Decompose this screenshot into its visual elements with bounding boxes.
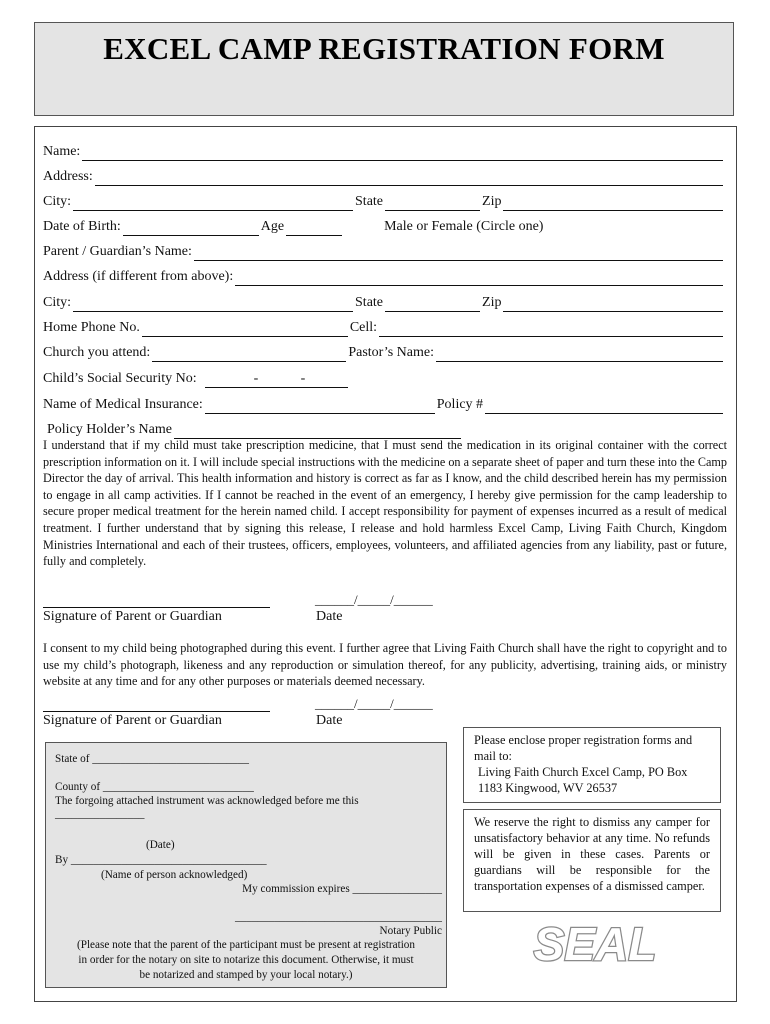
city-label: City:: [43, 194, 72, 209]
city2-field[interactable]: [73, 294, 353, 312]
liability-release-text: I understand that if my child must take prescription medicine, that I must send the medication in its original container with the correct prescription information on it. I will include special instructions with the medicine on a separate sheet of paper and turn these into the Camp Director the day of arrival. This health information and history is correct as far as I know, and the child described herein has my permission to engage in all camp activities. If I cannot be reached in the event of an emergency, I hereby give permission for the camp leadership to secure proper medical treatment for the herein named child. I accept responsibility for payment of expenses incurred as a result of medical treatment. I further understand that by signing this release, I release and hold harmless Excel Camp, Living Faith Church, Kingdom Ministries International and each of their trustees, officers, employees, volunteers, and affiliated agencies from any liability, past or future, fully and completely.: [43, 438, 727, 569]
ssn-separator-2: -: [300, 371, 306, 386]
notary-county[interactable]: County of ___________________________: [55, 781, 254, 793]
address-row: [43, 164, 725, 186]
pastor-field[interactable]: [436, 344, 723, 362]
guardian-address-field[interactable]: [235, 268, 723, 286]
state2-label: State: [355, 295, 384, 310]
ssn-field[interactable]: [205, 370, 348, 388]
mailing-address: Living Faith Church Excel Camp, PO Box 1183 Kingwood, WV 26537: [478, 765, 688, 795]
guardian-signature-line-1[interactable]: [43, 607, 270, 608]
notary-note-line-3: be notarized and stamped by your local notary.): [139, 969, 353, 981]
signature-label-1: Signature of Parent or Guardian: [43, 609, 222, 624]
name-field[interactable]: [82, 143, 723, 161]
dismissal-policy-box: [463, 809, 721, 912]
zip2-label: Zip: [482, 295, 502, 310]
church-field[interactable]: [152, 344, 346, 362]
pastor-label: Pastor’s Name:: [348, 345, 434, 360]
guardian-signature-line-2[interactable]: [43, 711, 270, 712]
notary-signature-blank[interactable]: _____________________________________: [235, 911, 442, 923]
form-title: EXCEL CAMP REGISTRATION FORM: [103, 31, 665, 66]
notary-note-line-1: (Please note that the parent of the participant must be present at registration: [77, 939, 415, 951]
insurance-field[interactable]: [205, 396, 435, 414]
state-label: State: [355, 194, 384, 209]
city2-label: City:: [43, 295, 72, 310]
phone-row: [43, 315, 725, 337]
age-field[interactable]: [286, 218, 342, 236]
dob-field[interactable]: [123, 218, 259, 236]
city-row: [43, 189, 725, 211]
insurance-row: [43, 392, 725, 414]
notary-state[interactable]: State of ____________________________: [55, 753, 249, 765]
guardian-address-label: Address (if different from above):: [43, 269, 234, 284]
notary-box: [45, 742, 447, 988]
gender-label[interactable]: Male or Female (Circle one): [384, 219, 544, 234]
date-label-1: Date: [316, 609, 343, 624]
notary-by-field[interactable]: By ___________________________________: [55, 854, 267, 866]
notary-public-label: Notary Public: [379, 925, 442, 937]
zip-label: Zip: [482, 194, 502, 209]
policy-number-label: Policy #: [436, 397, 484, 412]
state2-field[interactable]: [385, 294, 480, 312]
notary-person-caption: (Name of person acknowledged): [101, 869, 248, 881]
policy-holder-row: [43, 417, 463, 439]
notary-commission[interactable]: My commission expires ________________: [242, 883, 442, 895]
zip-field[interactable]: [503, 193, 723, 211]
guardian-name-row: [43, 239, 725, 261]
date-field-1[interactable]: ______/_____/______: [315, 592, 433, 607]
signature-label-2: Signature of Parent or Guardian: [43, 713, 222, 728]
home-phone-label: Home Phone No.: [43, 320, 140, 335]
city-field[interactable]: [73, 193, 353, 211]
date-field-2[interactable]: ______/_____/______: [315, 696, 433, 711]
address-field[interactable]: [95, 168, 723, 186]
cell-label: Cell:: [349, 320, 378, 335]
ssn-separator-1: -: [253, 371, 259, 386]
guardian-name-label: Parent / Guardian’s Name:: [43, 244, 192, 259]
name-label: Name:: [43, 144, 81, 159]
address-label: Address:: [43, 169, 93, 184]
policy-number-field[interactable]: [485, 396, 723, 414]
cell-field[interactable]: [379, 319, 723, 337]
state-field[interactable]: [385, 193, 480, 211]
policy-holder-label: Policy Holder’s Name: [47, 422, 172, 437]
dob-label: Date of Birth:: [43, 219, 121, 234]
mailing-info-box: [463, 727, 721, 803]
name-row: [43, 139, 725, 161]
notary-acknowledged: The forgoing attached instrument was acknowledged before me this: [55, 795, 359, 807]
home-phone-field[interactable]: [142, 319, 348, 337]
mailing-info-intro: Please enclose proper registration forms and mail to:: [474, 733, 693, 763]
dismissal-policy-text: We reserve the right to dismiss any camper for unsatisfactory behavior at any time. No refunds will be given in these cases. Parents or guardians will be responsible for the transportation expenses of a dismissed camper.: [474, 815, 710, 893]
date-label-2: Date: [316, 713, 343, 728]
notary-date-blank[interactable]: ________________: [55, 808, 145, 820]
insurance-label: Name of Medical Insurance:: [43, 397, 203, 412]
seal-stamp-graphic: [530, 912, 660, 974]
title-banner: [34, 22, 734, 116]
notary-date-caption: (Date): [146, 839, 175, 851]
dob-row: [43, 214, 725, 236]
city-row-2: [43, 290, 725, 312]
ssn-label: Child’s Social Security No:: [43, 371, 197, 386]
church-row: [43, 340, 725, 362]
seal-text: SEAL: [533, 918, 657, 970]
guardian-address-row: [43, 264, 725, 286]
age-label: Age: [260, 219, 285, 234]
photo-consent-text: I consent to my child being photographed during this event. I further agree that Living Faith Church shall have the right to copyright and to use my child’s photograph, likeness and any reproduction or simulation thereof, for any publicity, advertising, training aids, or ministry website at any time and for any other purposes or materials deemed necessary.: [43, 641, 727, 689]
ssn-row: [43, 366, 725, 388]
guardian-name-field[interactable]: [194, 243, 723, 261]
notary-note-line-2: in order for the notary on site to notarize this document. Otherwise, it must: [78, 954, 414, 966]
zip2-field[interactable]: [503, 294, 723, 312]
church-label: Church you attend:: [43, 345, 151, 360]
